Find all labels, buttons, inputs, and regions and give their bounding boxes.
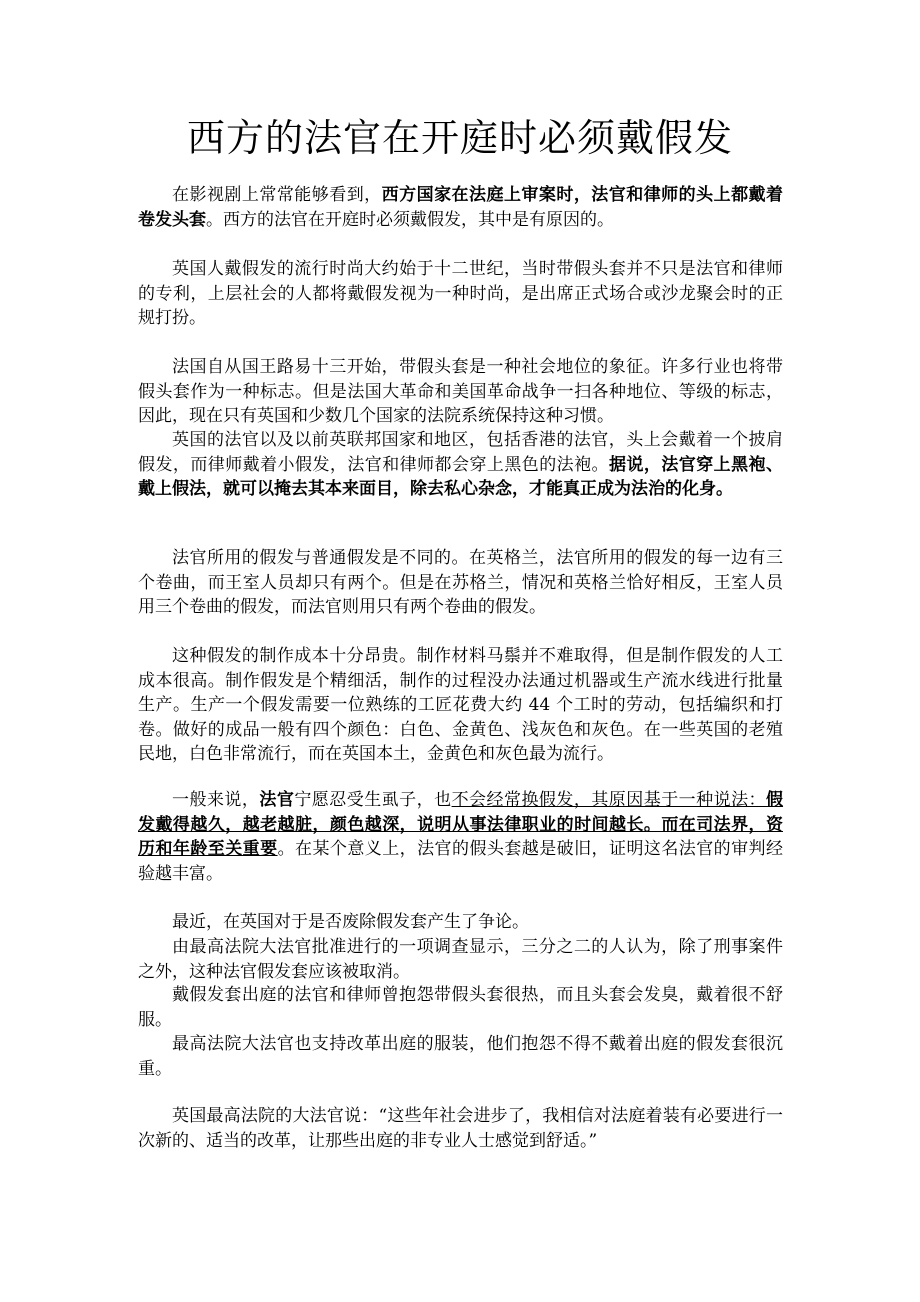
paragraph-intro: 在影视剧上常常能够看到，西方国家在法庭上审案时，法官和律师的头上都戴着卷发头套。西方的法官在开庭时必须戴假发，其中是有原因的。 xyxy=(138,185,784,230)
paragraph-cost: 这种假发的制作成本十分昂贵。制作材料马鬃并不难取得，但是制作假发的人工成本很高。制作假发是个精细活，制作的过程没办法通过机器或生产流水线进行批量生产。生产一个假发需要一位熟练的工匠花费大约 44 个工时的劳动，包括编织和打卷。做好的成品一般有四个颜色：白色、金黄色、浅灰色和灰色。在一些英国的老殖民地，白色非常流行，而在英国本土，金黄色和灰色最为流行。 xyxy=(138,646,783,764)
paragraph-history-france: 法国自从国王路易十三开始，带假头套是一种社会地位的象征。许多行业也将带假头套作为一种标志。但是法国大革命和美国革命战争一扫各种地位、等级的标志，因此，现在只有英国和少数几个国家的法院系统保持这种习惯。 xyxy=(138,357,783,426)
paragraph-wig-age: 一般来说，法官宁愿忍受生虱子，也不会经常换假发，其原因基于一种说法：假发戴得越久，越老越脏，颜色越深，说明从事法律职业的时间越长。而在司法界，资历和年龄至关重要。在某个意义上，法官的假头套越是破旧，证明这名法官的审判经验越丰富。 xyxy=(138,790,784,884)
paragraph-debate: 最近，在英国对于是否废除假发套产生了争论。 xyxy=(172,912,529,932)
paragraph-commonwealth: 英国的法官以及以前英联邦国家和地区，包括香港的法官，头上会戴着一个披肩假发，而律师戴着小假发，法官和律师都会穿上黑色的法袍。据说，法官穿上黑袍、戴上假法，就可以掩去其本来面目，除去私心杂念，才能真正成为法治的化身。 xyxy=(138,430,783,499)
paragraph-survey: 由最高法院大法官批准进行的一项调查显示，三分之二的人认为，除了刑事案件之外，这种法官假发套应该被取消。 xyxy=(138,937,783,982)
paragraph-quote: 英国最高法院的大法官说：“这些年社会进步了，我相信对法庭着装有必要进行一次新的、适当的改革，让那些出庭的非专业人士感觉到舒适。” xyxy=(138,1106,783,1151)
paragraph-curls: 法官所用的假发与普通假发是不同的。在英格兰，法官所用的假发的每一边有三个卷曲，而王室人员却只有两个。但是在苏格兰，情况和英格兰恰好相反，王室人员用三个卷曲的假发，而法官则用只有两个卷曲的假发。 xyxy=(138,548,783,617)
paragraph-history-england: 英国人戴假发的流行时尚大约始于十二世纪，当时带假头套并不只是法官和律师的专利，上层社会的人都将戴假发视为一种时尚，是出席正式场合或沙龙聚会时的正规打扮。 xyxy=(138,259,783,328)
paragraph-complaints: 戴假发套出庭的法官和律师曾抱怨带假头套很热，而且头套会发臭，戴着很不舒服。 xyxy=(138,985,783,1030)
paragraph-reform-support: 最高法院大法官也支持改革出庭的服装，他们抱怨不得不戴着出庭的假发套很沉重。 xyxy=(138,1034,783,1079)
page-title: 西方的法官在开庭时必须戴假发 xyxy=(186,116,733,160)
